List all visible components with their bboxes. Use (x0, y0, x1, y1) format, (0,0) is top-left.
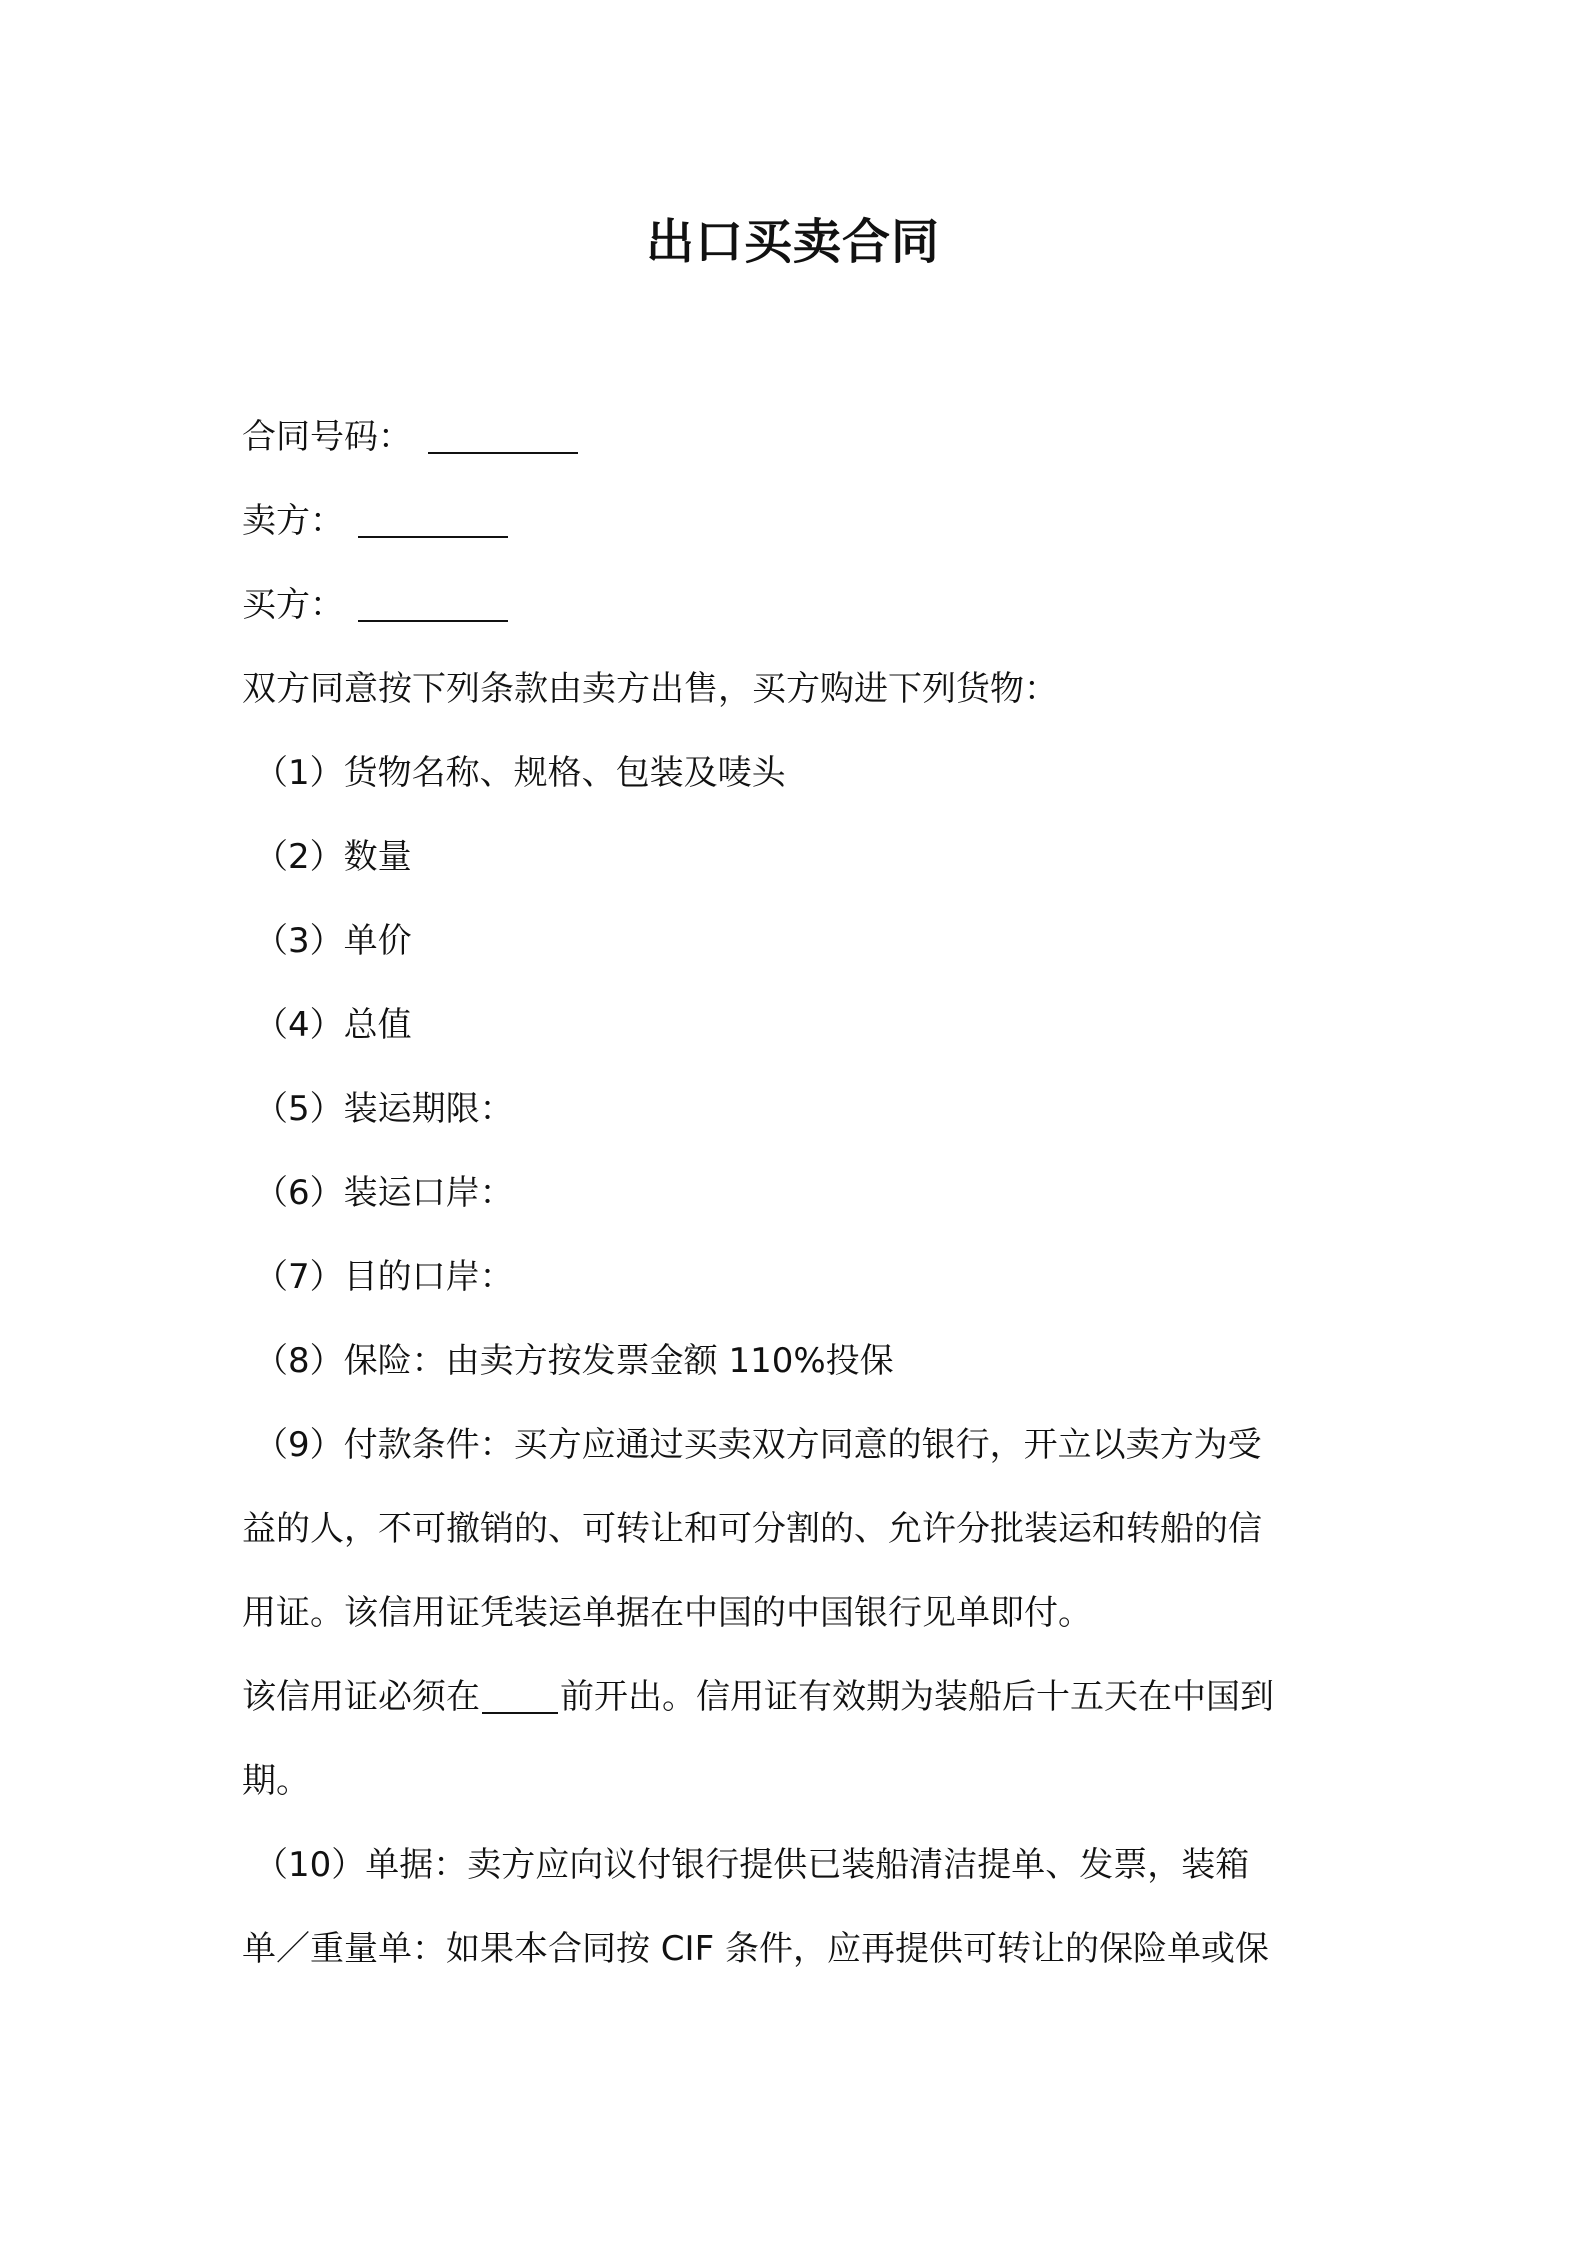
item-insurance: （8）保险：由卖方按发票金额 110%投保 (254, 1341, 894, 1381)
payment-terms-line: 益的人，不可撤销的、可转让和可分割的、允许分批装运和转船的信 (242, 1509, 1262, 1549)
buyer-blank (358, 586, 508, 622)
contract-number-field (242, 412, 1362, 462)
item-destination-port: （7）目的口岸： (254, 1257, 514, 1297)
payment-terms-line: 用证。该信用证凭装运单据在中国的中国银行见单即付。 (242, 1593, 1092, 1633)
item-quantity: （2）数量 (254, 837, 412, 877)
seller-field (242, 496, 1362, 546)
credit-validity-text: 前开出。信用证有效期为装船后十五天在中国到 (560, 1677, 1274, 1717)
intro-paragraph: 双方同意按下列条款由卖方出售，买方购进下列货物： (242, 669, 1058, 709)
credit-deadline-line (242, 1672, 1362, 1722)
item-unit-price: （3）单价 (254, 921, 412, 961)
documents-clause-line: 单／重量单：如果本合同按 CIF 条件，应再提供可转让的保险单或保 (242, 1929, 1269, 1969)
contract-number-blank (428, 418, 578, 454)
document-title: 出口买卖合同 (645, 214, 940, 270)
payment-terms-line: （9）付款条件：买方应通过买卖双方同意的银行，开立以卖方为受 (254, 1425, 1262, 1465)
credit-deadline-blank (482, 1678, 558, 1714)
item-total-value: （4）总值 (254, 1005, 412, 1045)
item-shipment-period: （5）装运期限： (254, 1089, 514, 1129)
item-goods-name: （1）货物名称、规格、包装及唛头 (254, 753, 786, 793)
item-loading-port: （6）装运口岸： (254, 1173, 514, 1213)
seller-blank (358, 502, 508, 538)
payment-terms-line: 期。 (242, 1761, 310, 1801)
buyer-field (242, 580, 1362, 630)
contract-number-label: 合同号码： (242, 417, 412, 457)
documents-clause-line: （10）单据：卖方应向议付银行提供已装船清洁提单、发票，装箱 (254, 1845, 1250, 1885)
buyer-label: 买方： (242, 585, 344, 625)
seller-label: 卖方： (242, 501, 344, 541)
credit-deadline-text: 该信用证必须在 (242, 1677, 480, 1717)
